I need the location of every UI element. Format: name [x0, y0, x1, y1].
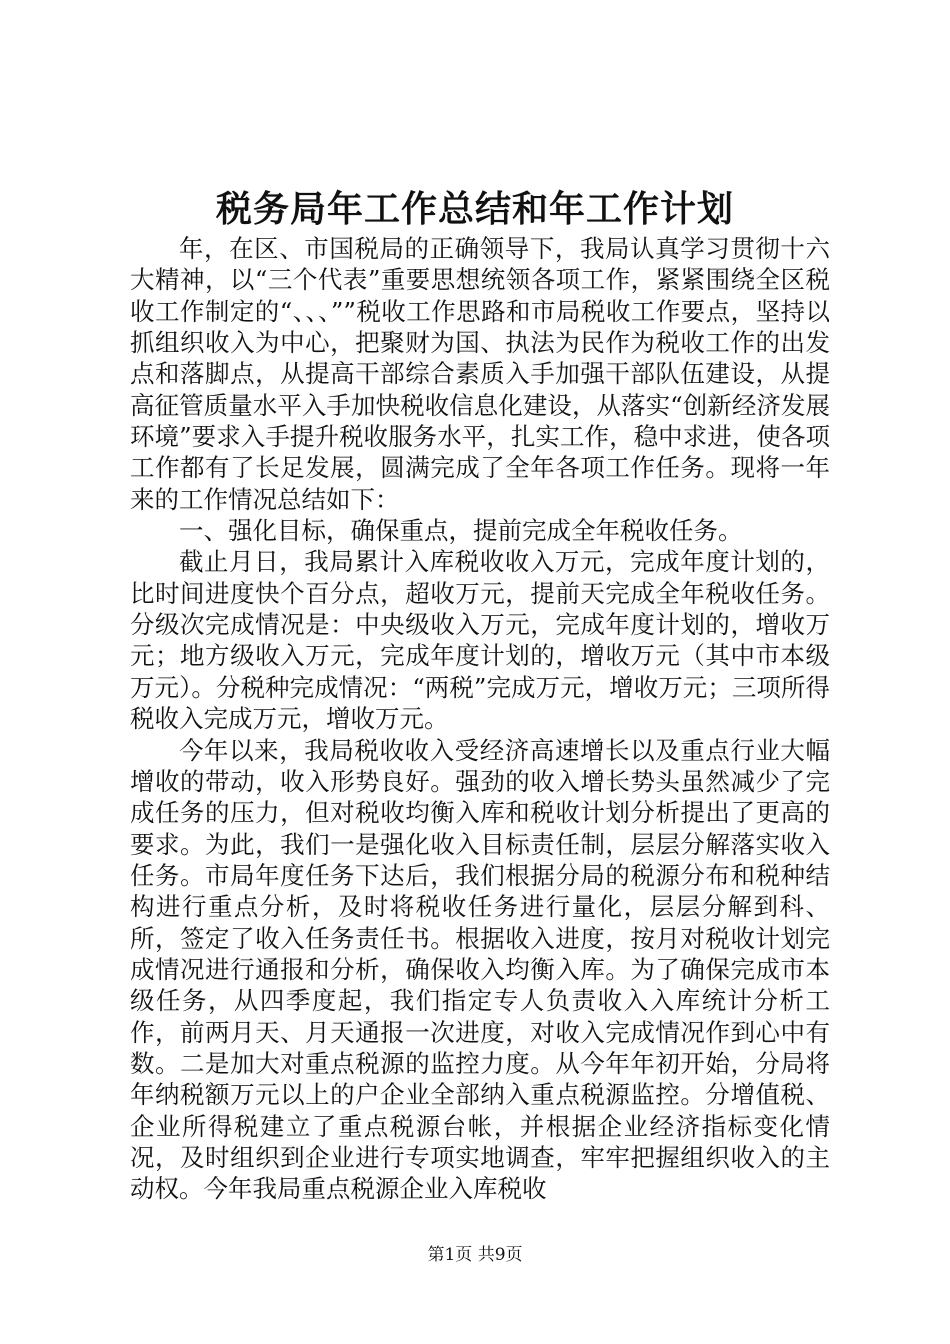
paragraph-intro: 年，在区、市国税局的正确领导下，我局认真学习贯彻十六大精神，以“三个代表”重要思想统领各项工作，紧紧围绕全区税收工作制定的“、、、””税收工作思路和市局税收工作要点，坚持以抓组织收入为中心，把聚财为国、执法为民作为税收工作的出发点和落脚点，从提高干部综合素质入手加强干部队伍建设，从提高征管质量水平入手加快税收信息化建设，从落实“创新经济发展环境”要求入手提升税收服务水平，扎实工作，稳中求进，使各项工作都有了长足发展，圆满完成了全年各项工作任务。现将一年来的工作情况总结如下：	[130, 234, 830, 514]
paragraph-section-heading: 一、强化目标，确保重点，提前完成全年税收任务。	[179, 516, 743, 546]
paragraph-revenue-summary: 截止月日，我局累计入库税收收入万元，完成年度计划的，比时间进度快个百分点，超收万元，提前天完成全年税收任务。分级次完成情况是：中央级收入万元，完成年度计划的，增收万元；地方级收入万元，完成年度计划的，增收万元（其中市本级万元）。分税种完成情况：“两税”完成万元，增收万元；三项所得税收入完成万元，增收万元。	[130, 547, 830, 734]
document-body	[130, 233, 830, 1205]
page-footer: 第1页 共9页	[427, 1245, 523, 1265]
paragraph-revenue-measures: 今年以来，我局税收收入受经济高速增长以及重点行业大幅增收的带动，收入形势良好。强劲的收入增长势头虽然减少了完成任务的压力，但对税收均衡入库和税收计划分析提出了更高的要求。为此，我们一是强化收入目标责任制，层层分解落实收入任务。市局年度任务下达后，我们根据分局的税源分布和税种结构进行重点分析，及时将税收任务进行量化，层层分解到科、所，签定了收入任务责任书。根据收入进度，按月对税收计划完成情况进行通报和分析，确保收入均衡入库。为了确保完成市本级任务，从四季度起，我们指定专人负责收入入库统计分析工作，前两月天、月天通报一次进度，对收入完成情况作到心中有数。二是加大对重点税源的监控力度。从今年年初开始，分局将年纳税额万元以上的户企业全部纳入重点税源监控。分增值税、企业所得税建立了重点税源台帐，并根据企业经济指标变化情况，及时组织到企业进行专项实地调查，牢牢把握组织收入的主动权。今年我局重点税源企业入库税收	[130, 735, 830, 1204]
document-title: 税务局年工作总结和年工作计划	[215, 188, 734, 230]
